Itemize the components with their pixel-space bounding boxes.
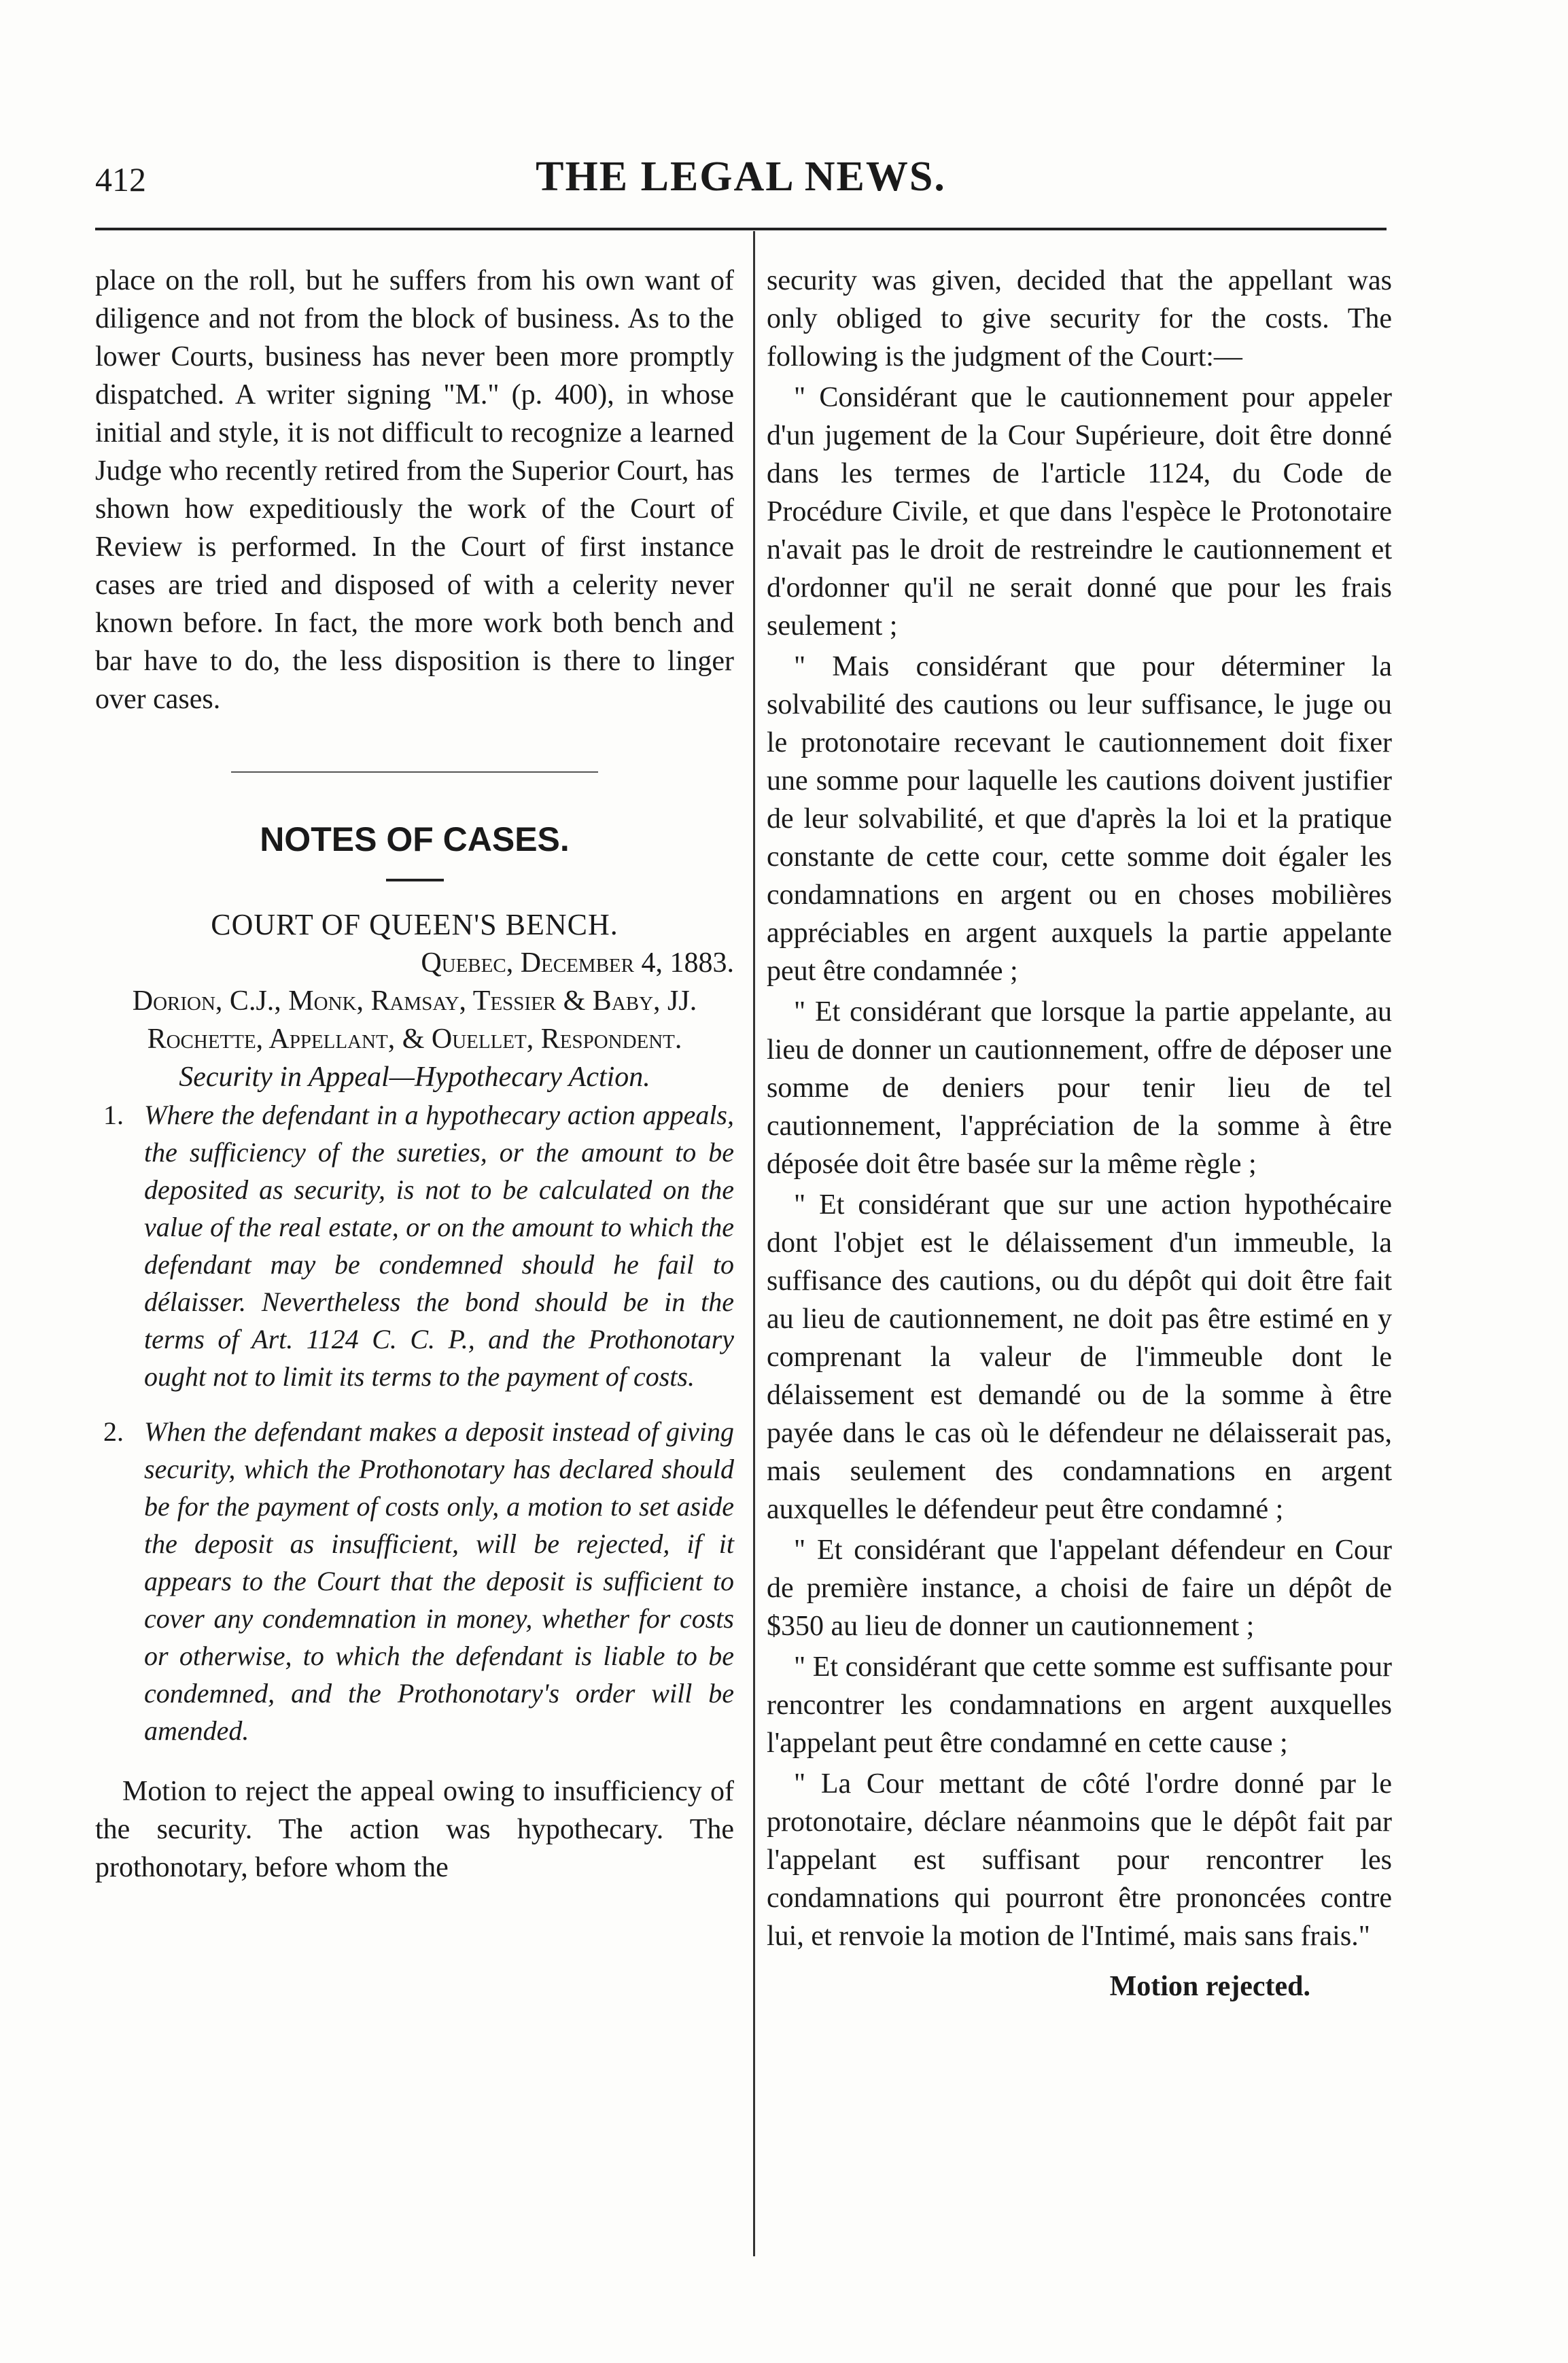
right-column — [767, 262, 1392, 2006]
page-header — [95, 153, 1387, 214]
running-title: THE LEGAL NEWS. — [536, 154, 946, 200]
holding-item — [95, 1413, 734, 1749]
page-number: 412 — [95, 160, 146, 198]
judgment-paragraph: " Et considérant que lorsque la partie appelante, au lieu de donner un cautionnement, offre de déposer une somme de deniers pour tenir lieu de tel cautionnement, l'appréciation de la somme à être déposée doit être basée sur la même règle ; — [767, 996, 1392, 1180]
holding-number: 2. — [103, 1416, 124, 1447]
case-judges: Dorion, C.J., Monk, Ramsay, Tessier & Baby, JJ. — [132, 985, 697, 1017]
left-column — [95, 262, 734, 1887]
judgment-paragraph: " La Cour mettant de côté l'ordre donné par le protonotaire, déclare néanmoins que le dépôt fait par l'appelant est suffisant pour rencontrer les condamnations qui pourront être prononcées contre lui, et renvoie la motion de l'Intimé, mais sans frais." — [767, 1768, 1392, 1952]
section-title: NOTES OF CASES. — [260, 820, 570, 858]
judgment-paragraph: " Mais considérant que pour déterminer la solvabilité des cautions ou leur suffisance, le juge ou le protonotaire recevant le cautionnement doit fixer une somme pour laquelle les cautions doivent justifier de leur solvabilité, et que d'après la loi et la pratique constante de cette cour, cette somme doit égaler les condamnations en argent ou en choses mobilières appréciables en argent auxquels la partie appelante peut être condamnée ; — [767, 651, 1392, 987]
holding-item — [95, 1096, 734, 1395]
judgment-paragraph: " Considérant que le cautionnement pour appeler d'un jugement de la Cour Supérieure, doit être donné dans les termes de l'article 1124, du Code de Procédure Civile, et que dans l'espèce le Protonotaire n'avait pas le droit de restreindre le cautionnement et d'ordonner qu'il ne serait donné que pour les frais seulement ; — [767, 382, 1392, 642]
case-parties: Rochette, Appellant, & Ouellet, Respondent. — [147, 1023, 682, 1055]
case-subject: Security in Appeal—Hypothecary Action. — [179, 1062, 650, 1093]
header-rule — [95, 228, 1387, 230]
judgment-paragraph: " Et considérant que l'appelant défendeur en Cour de première instance, a choisi de faire un dépôt de $350 au lieu de donner un cautionnement ; — [767, 1535, 1392, 1642]
holding-text: When the defendant makes a deposit instead of giving security, which the Prothonotary has declared should be for the payment of costs only, a motion to set aside the deposit as insufficient, will be rejected, if it appears to the Court that the deposit is sufficient to cover any condemnation in money, whether for costs or otherwise, to which the defendant is liable to be condemned, and the Prothonotary's order will be amended. — [144, 1416, 734, 1746]
closing-line: Motion rejected. — [1109, 1971, 1310, 2002]
section-separator — [231, 771, 598, 773]
holding-number: 1. — [103, 1100, 124, 1130]
title-rule — [386, 879, 444, 881]
case-dateline: Quebec, December 4, 1883. — [421, 947, 734, 979]
judgment-paragraph: " Et considérant que sur une action hypothécaire dont l'objet est le délaissement d'un immeuble, la suffisance des cautions, ou du dépôt qui doit être fait au lieu de cautionnement, ne doit pas être estimé en y comprenant la valeur de l'immeuble dont le délaissement est demandé ou de la somme à être payée dans le cas où le défendeur ne délaisserait pas, mais seulement des condamnations en argent auxquelles le défendeur peut être condamné ; — [767, 1189, 1392, 1525]
court-name: COURT OF QUEEN'S BENCH. — [211, 908, 619, 941]
column-divider — [753, 231, 755, 2256]
motion-paragraph: Motion to reject the appeal owing to insufficiency of the security. The action was hypothecary. The prothonotary, before whom the — [95, 1776, 734, 1883]
judgment-paragraph: " Et considérant que cette somme est suffisante pour rencontrer les condamnations en argent auxquelles l'appelant peut être condamné en cette cause ; — [767, 1651, 1392, 1759]
right-continuation-paragraph: security was given, decided that the appellant was only obliged to give security for the costs. The following is the judgment of the Court:— — [767, 265, 1392, 372]
left-continuation-paragraph: place on the roll, but he suffers from his own want of diligence and not from the block of business. As to the lower Courts, business has never been more promptly dispatched. A writer signing "M." (p. 400), in whose initial and style, it is not difficult to recognize a learned Judge who recently retired from the Superior Court, has shown how expeditiously the work of the Court of Review is performed. In the Court of first instance cases are tried and disposed of with a celerity never known before. In fact, the more work both bench and bar have to do, the less disposition is there to linger over cases. — [95, 265, 734, 715]
holding-text: Where the defendant in a hypothecary action appeals, the sufficiency of the sureties, or the amount to be deposited as security, is not to be calculated on the value of the real estate, or on the amount to which the defendant may be condemned should he fail to délaisser. Nevertheless the bond should be in the terms of Art. 1124 C. C. P., and the Prothonotary ought not to limit its terms to the payment of costs. — [144, 1100, 734, 1392]
